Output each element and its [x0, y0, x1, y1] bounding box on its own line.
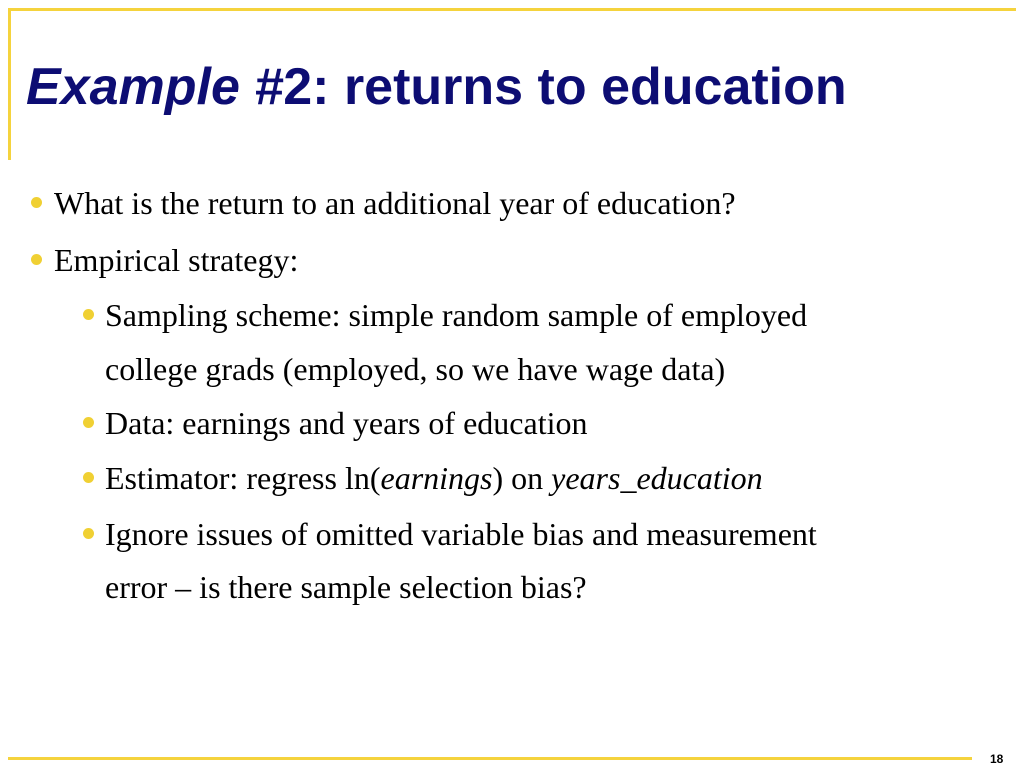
sub-bullet-dot-icon — [83, 528, 94, 539]
bullet-dot-icon — [31, 254, 42, 265]
sub-bullet-ignore-line1: Ignore issues of omitted variable bias and measurement — [105, 516, 817, 552]
sub-bullet-sampling-line2: college grads (employed, so we have wage data) — [105, 351, 726, 387]
bullet-empirical-strategy: Empirical strategy: — [54, 242, 299, 278]
page-number: 18 — [990, 752, 1004, 766]
sub-bullet-sampling-line1: Sampling scheme: simple random sample of employed — [105, 297, 808, 333]
sub-bullet-dot-icon — [83, 309, 94, 320]
bullet-dot-icon — [31, 197, 42, 208]
sub-bullet-estimator — [105, 458, 763, 498]
sub-bullet-ignore-line2: error – is there sample selection bias? — [105, 569, 587, 605]
bullet-return-question: What is the return to an additional year of education? — [54, 185, 736, 221]
estimator-text-start: Estimator: regress ln( — [105, 460, 381, 496]
bottom-accent-rule — [8, 757, 972, 760]
estimator-education-variable: years_education — [551, 460, 763, 496]
title-rest: 2: returns to education — [283, 58, 847, 116]
sub-bullet-dot-icon — [83, 417, 94, 428]
estimator-earnings-variable: earnings — [380, 460, 493, 496]
title-italic-part: Example # — [26, 58, 284, 116]
sub-bullet-dot-icon — [83, 472, 94, 483]
sub-bullet-data: Data: earnings and years of education — [105, 405, 588, 441]
estimator-text-on: ) on — [492, 460, 552, 496]
